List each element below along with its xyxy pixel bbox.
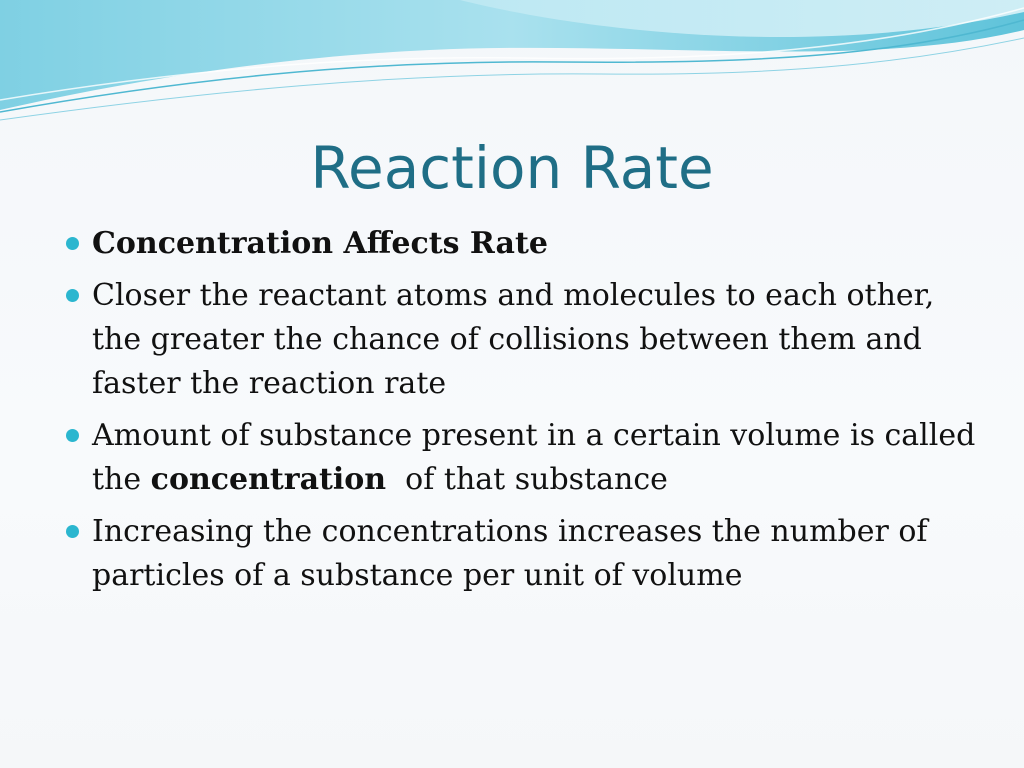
bullet-dot-icon xyxy=(66,525,79,538)
bullet-text-bold-term: concentration xyxy=(150,462,387,497)
bullet-dot-icon xyxy=(66,237,79,250)
bullet-text: Increasing the concentrations increases the number of particles of a substance per unit of volume xyxy=(92,514,928,593)
bullet-list xyxy=(62,222,982,606)
bullet-text-post: of that substance xyxy=(386,462,668,497)
bullet-item xyxy=(62,510,982,598)
bullet-heading: Concentration Affects Rate xyxy=(92,226,548,261)
bullet-item xyxy=(62,274,982,406)
slide-title: Reaction Rate xyxy=(310,134,714,202)
bullet-text-pre: Amount of substance present in a certain volume is called the xyxy=(92,418,976,497)
bullet-item xyxy=(62,222,982,266)
bullet-text: Closer the reactant atoms and molecules to each other, the greater the chance of collisions between them and faster the reaction rate xyxy=(92,278,935,401)
header-wave-decoration xyxy=(0,0,1024,130)
bullet-dot-icon xyxy=(66,429,79,442)
bullet-dot-icon xyxy=(66,289,79,302)
bullet-item xyxy=(62,414,982,502)
